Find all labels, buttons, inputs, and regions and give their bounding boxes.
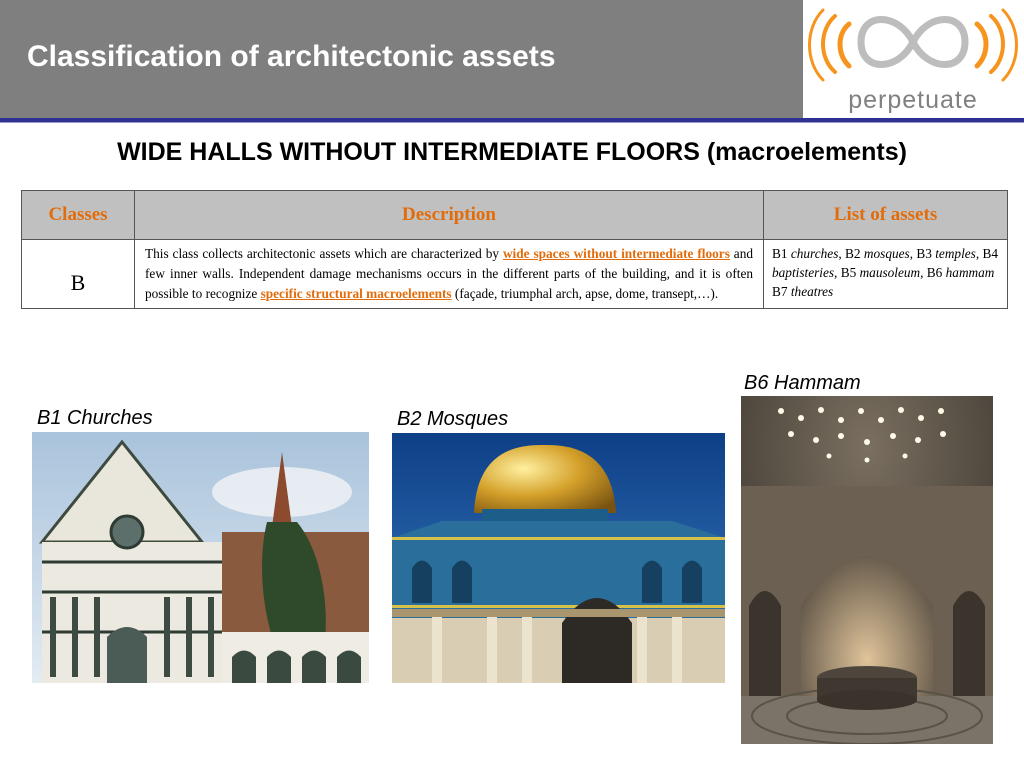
asset-code: B4 [982, 246, 999, 261]
asset-code: B2 [845, 246, 861, 261]
header-classes: Classes [22, 191, 135, 240]
header-bar [0, 0, 803, 118]
asset-name: theatres [790, 284, 834, 299]
asset-name: mausoleum [859, 265, 921, 280]
hammam-photo [741, 396, 993, 744]
asset-name: temples [935, 246, 976, 261]
classification-table [21, 190, 1008, 309]
caption-churches: B1 Churches [37, 407, 153, 429]
asset-code: B1 [772, 246, 788, 261]
class-cell: B [22, 240, 135, 309]
mosque-photo [392, 433, 725, 683]
infinity-icon [810, 10, 1017, 80]
table-row [22, 240, 1008, 309]
church-photo [32, 432, 369, 683]
description-highlight-macroelements: specific structural macroelements [260, 286, 452, 301]
asset-list-cell: B1 churches, B2 mosques, B3 temples, B4 baptisteries, B5 mausoleum, B6 hammam B7 theatres [764, 240, 1008, 309]
table-header-row [22, 191, 1008, 240]
description-cell [135, 240, 764, 309]
description-text: and few inner walls. Independent damage mechanisms occurs in the different parts of the building, and it is often possible to recognize [145, 246, 754, 301]
description-text: (façade, triumphal arch, apse, dome, transept,…). [451, 286, 719, 301]
slide-title: Classification of architectonic assets [27, 40, 556, 73]
header-list-of-assets: List of assets [764, 191, 1008, 240]
asset-code: B5 [840, 265, 857, 280]
description-highlight-wide-spaces: wide spaces without intermediate floors [502, 246, 730, 261]
asset-name: churches [790, 246, 839, 261]
description-text: This class collects architectonic assets which are characterized by [145, 246, 503, 261]
asset-code: B6 [926, 265, 943, 280]
caption-mosques: B2 Mosques [397, 408, 509, 430]
caption-hammam: B6 Hammam [744, 372, 861, 394]
svg-text:perpetuate: perpetuate [848, 86, 978, 114]
header-description: Description [135, 191, 764, 240]
asset-code: B3 [916, 246, 932, 261]
asset-name: hammam [945, 265, 995, 280]
perpetuate-logo [803, 0, 1024, 118]
header-rule-thin [0, 122, 1024, 123]
asset-code: B7 [772, 284, 788, 299]
asset-name: baptisteries, [772, 265, 838, 280]
asset-name: mosques [863, 246, 910, 261]
section-heading: WIDE HALLS WITHOUT INTERMEDIATE FLOORS (macroelements) [117, 138, 907, 166]
